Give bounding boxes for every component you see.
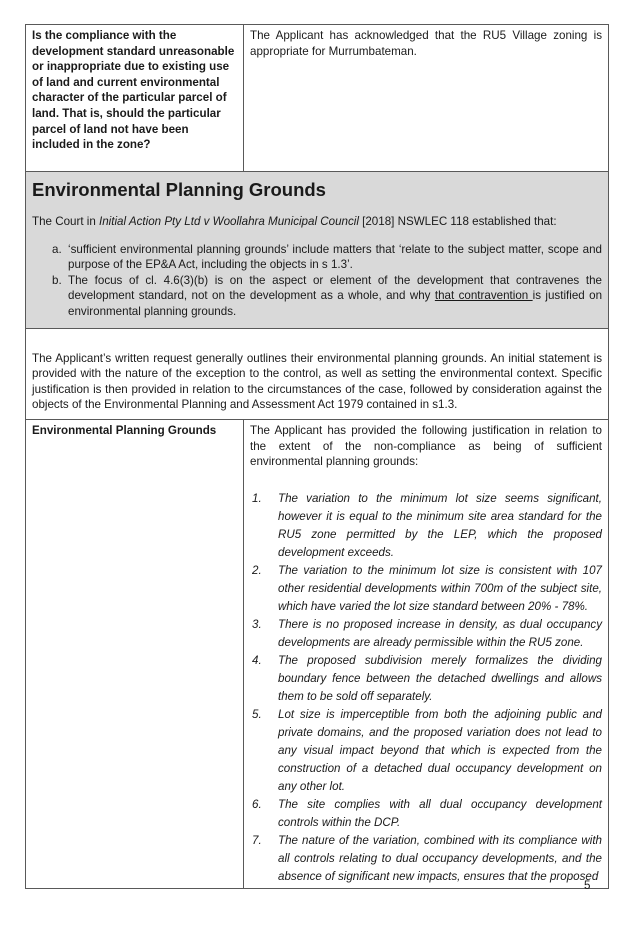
page-number: 5 [584, 879, 591, 892]
summary-row [26, 343, 609, 420]
case-name: Initial Action Pty Ltd v Woollahra Municipal Council [99, 215, 359, 228]
list-item [250, 490, 602, 562]
document-page [25, 24, 609, 889]
compliance-row [26, 25, 609, 172]
list-text: The proposed subdivision merely formalizes the dividing boundary fence between the detached dwellings and allows them to be sold off separately. [278, 653, 602, 703]
spacer-row [26, 328, 609, 343]
compliance-answer: The Applicant has acknowledged that the RU5 Village zoning is appropriate for Murrumbateman. [244, 25, 609, 172]
list-number: 3. [252, 617, 262, 631]
test-list [32, 242, 602, 320]
egp-section [26, 172, 609, 329]
list-number: 1. [252, 491, 262, 505]
list-number: 4. [252, 653, 262, 667]
list-item [250, 562, 602, 616]
egp-intro [32, 214, 602, 230]
text-before: The focus of cl. 4.6(3)(b) is on the aspect or element of the development that contravenes the development standard, not on the development as a whole, and why [68, 273, 602, 303]
list-text: The nature of the variation, combined with its compliance with all controls relating to dual occupancy developments, and the absence of significant new impacts, ensures that the proposed [278, 833, 602, 883]
spacer-cell [26, 328, 609, 343]
list-marker: a. [52, 242, 62, 256]
egp-label: Environmental Planning Grounds [26, 419, 244, 888]
list-item [250, 706, 602, 796]
text-after: is justified on environmental planning grounds. [68, 289, 603, 318]
list-text: There is no proposed increase in density, as dual occupancy developments are already permissible within the RU5 zone. [278, 617, 602, 649]
list-item [32, 273, 602, 320]
intro-after: [2018] NSWLEC 118 established that: [358, 215, 557, 228]
section-title: Environmental Planning Grounds [32, 179, 326, 200]
summary-paragraph: The Applicant’s written request generally outlines their environmental planning grounds. An initial statement is provided with the nature of the exception to the control, as well as setting the environmental context. Specific justification is then provided in relation to the circumstances of the case, followed by consideration against the objects of the Environmental Planning and Assessment Act 1979 contained in s1.3. [26, 343, 609, 420]
justification-list [250, 490, 602, 886]
list-item [250, 652, 602, 706]
list-text: ‘sufficient environmental planning grounds’ include matters that ‘relate to the subject matter, scope and purpose of the EP&A Act, including the objects in s 1.3’. [68, 242, 602, 272]
list-text: Lot size is imperceptible from both the adjoining public and private domains, and the proposed variation does not lead to any visual impact beyond that which is expected from the construction of a detached dual occupancy development on any other lot. [278, 707, 602, 793]
list-item [32, 242, 602, 273]
egp-content [244, 419, 609, 888]
egp-row-intro: The Applicant has provided the following justification in relation to the extent of the non-compliance as being of sufficient environmental planning grounds: [250, 423, 602, 469]
list-number: 2. [252, 563, 262, 577]
list-text: The variation to the minimum lot size seems significant, however it is equal to the minimum site area standard for the RU5 zone permitted by the LEP, which the proposed development exceeds. [278, 491, 602, 559]
list-text: The variation to the minimum lot size is consistent with 107 other residential developments within 700m of the subject site, which have varied the lot size standard between 20% - 78%. [278, 563, 602, 613]
list-item [250, 796, 602, 832]
compliance-question: Is the compliance with the development standard unreasonable or inappropriate due to existing use of land and current environmental character of the particular parcel of land. That is, should the particular parcel of land not have been included in the zone? [26, 25, 244, 172]
list-item [250, 832, 602, 886]
intro-before: The Court in [32, 215, 100, 228]
list-number: 6. [252, 797, 262, 811]
list-number: 7. [252, 833, 262, 847]
egp-row [26, 419, 609, 888]
list-number: 5. [252, 707, 262, 721]
list-text [68, 273, 602, 320]
underlined-text: that contravention [434, 289, 533, 303]
list-item [250, 616, 602, 652]
egp-section-row [26, 172, 609, 329]
compliance-table [25, 24, 609, 889]
list-text: The site complies with all dual occupancy development controls within the DCP. [278, 797, 602, 829]
list-marker: b. [52, 273, 62, 287]
